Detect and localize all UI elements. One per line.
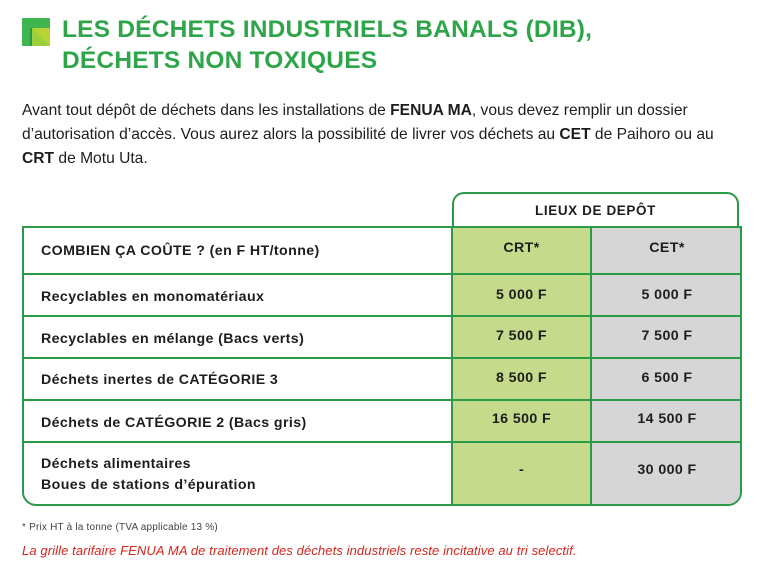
intro-text-2: , vous devez remplir un dossier d’autorisation d’accès. Vous aurez alors la possibilité de livrer vos déchets au <box>22 102 688 143</box>
header-crt: CRT* <box>503 240 540 256</box>
row-crt-price: 5 000 F <box>496 287 547 303</box>
row-cet-price: 14 500 F <box>637 411 697 427</box>
header-cost-label: COMBIEN ÇA COÛTE ? (en F HT/tonne) <box>41 243 320 259</box>
row-cet-price: 7 500 F <box>641 328 693 344</box>
row-divider <box>24 315 740 317</box>
row-divider <box>24 399 740 401</box>
row-crt-price: 8 500 F <box>496 370 547 386</box>
row-cet-price: 5 000 F <box>641 287 693 303</box>
intro-fenua-ma: FENUA MA <box>390 102 472 119</box>
row-label: Déchets alimentaires <box>41 456 191 472</box>
row-divider <box>24 357 740 359</box>
incentive-note: La grille tarifaire FENUA MA de traitement des déchets industriels reste incitative au tri selectif. <box>22 543 577 558</box>
row-label-line-2: Boues de stations d’épuration <box>41 477 256 493</box>
intro-text-4: de Motu Uta. <box>54 150 148 167</box>
row-divider <box>24 273 740 275</box>
row-crt-price: 7 500 F <box>496 328 547 344</box>
page-title <box>62 14 592 76</box>
title-line-2: DÉCHETS NON TOXIQUES <box>62 47 378 74</box>
row-divider <box>24 441 740 443</box>
green-square-logo-icon <box>22 18 50 46</box>
row-crt-price: 16 500 F <box>491 411 552 427</box>
header-cet: CET* <box>649 240 685 256</box>
intro-crt: CRT <box>22 150 55 167</box>
row-cet-price: 6 500 F <box>641 370 693 386</box>
intro-text-3: de Paihoro ou au <box>590 126 714 143</box>
row-label: Recyclables en mélange (Bacs verts) <box>41 331 305 347</box>
footnote: * Prix HT à la tonne (TVA applicable 13 %) <box>22 522 218 533</box>
title-line-1: LES DÉCHETS INDUSTRIELS BANALS (DIB), <box>62 16 593 43</box>
pricing-table <box>22 226 742 506</box>
row-label: Recyclables en monomatériaux <box>41 289 265 305</box>
lieux-de-depot-header: LIEUX DE DEPÔT <box>452 192 739 226</box>
intro-paragraph <box>22 99 747 171</box>
intro-cet: CET <box>559 126 591 143</box>
intro-text-1: Avant tout dépôt de déchets dans les installations de <box>22 102 391 119</box>
row-cet-price: 30 000 F <box>637 462 697 478</box>
row-crt-price: - <box>518 462 525 478</box>
row-label: Déchets de CATÉGORIE 2 (Bacs gris) <box>41 415 307 431</box>
row-label: Déchets inertes de CATÉGORIE 3 <box>41 372 279 388</box>
